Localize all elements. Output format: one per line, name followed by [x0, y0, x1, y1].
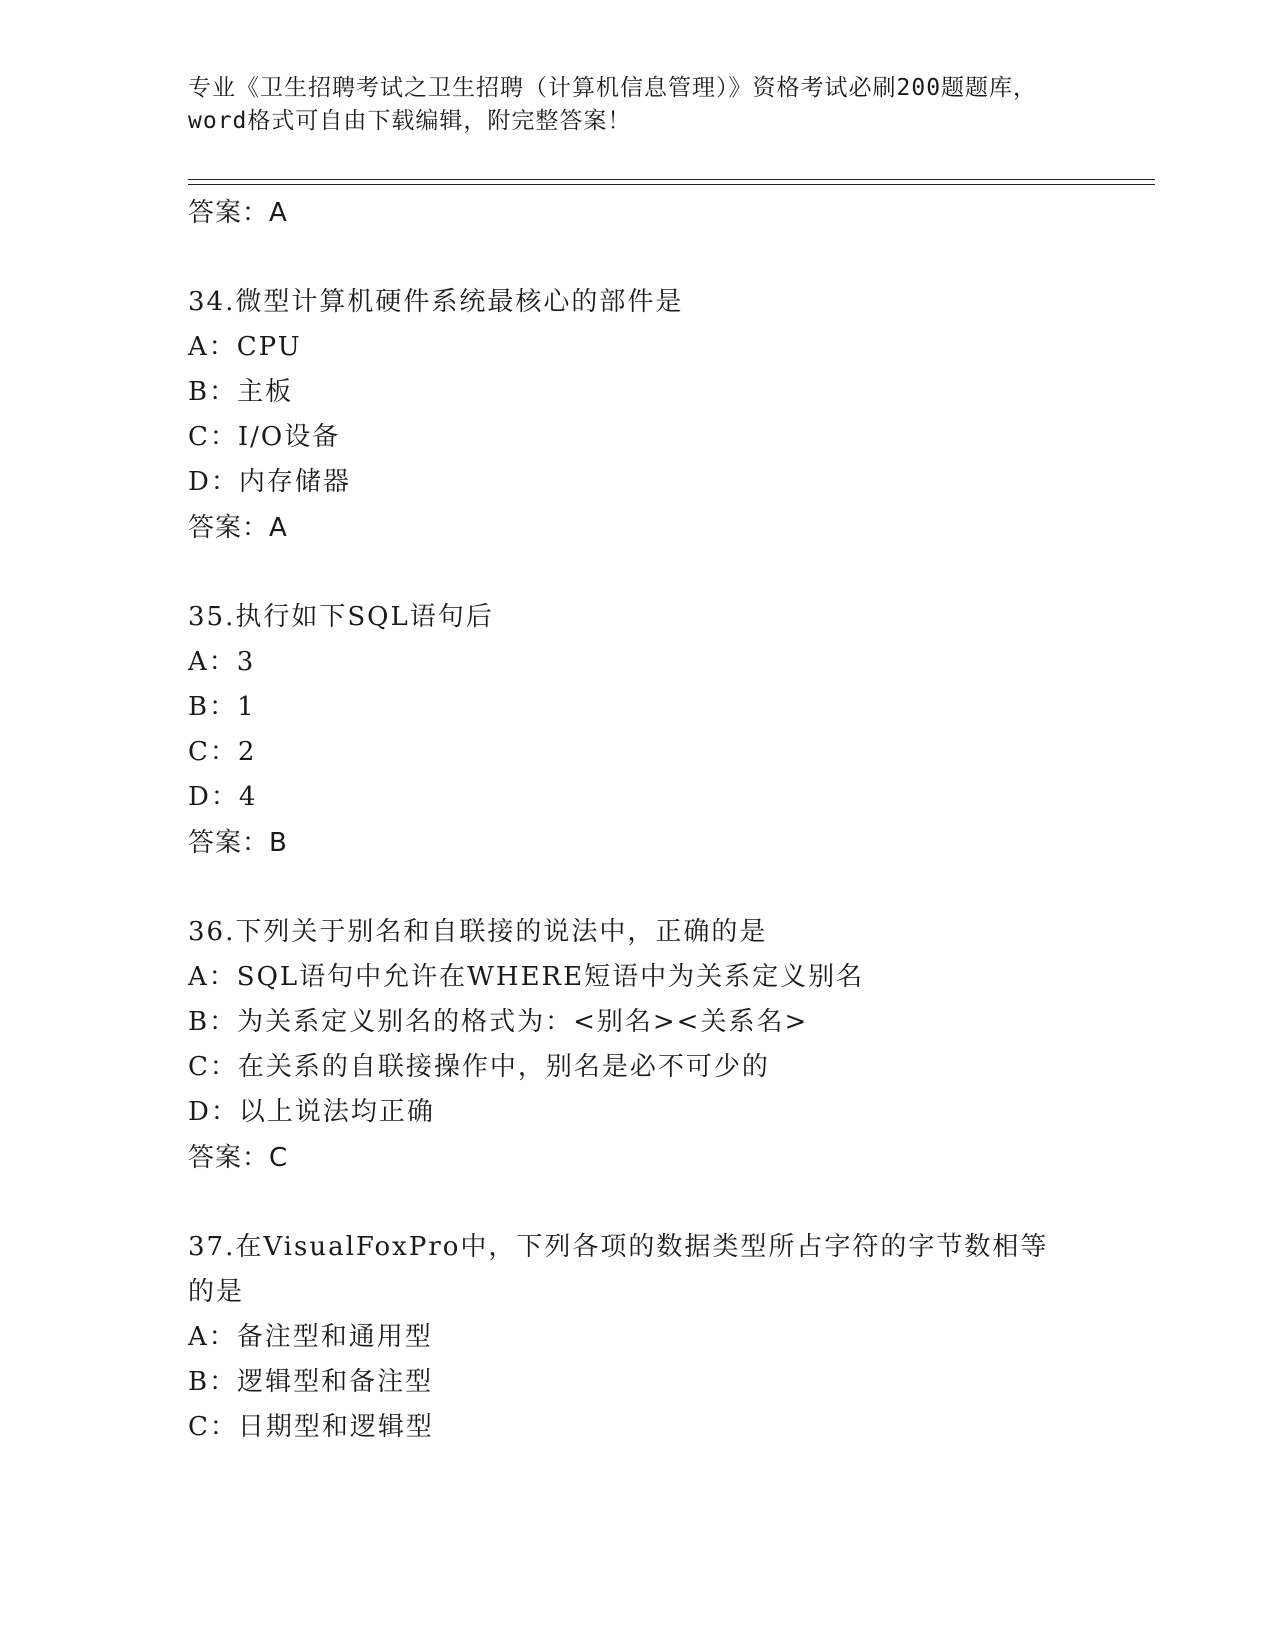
spacer: [188, 1181, 1088, 1225]
option-b: B：1: [188, 692, 256, 722]
option-b: B：为关系定义别名的格式为：<别名><关系名>: [188, 1007, 809, 1037]
question-block: [188, 910, 1088, 1181]
spacer: [188, 236, 1088, 280]
header-divider-bottom: [188, 184, 1155, 185]
answer-line: 答案：A: [188, 198, 288, 228]
option-b: B：主板: [188, 377, 294, 407]
question-title-line-1: 37.在VisualFoxPro中，下列各项的数据类型所占字符的字节数相等: [188, 1232, 1049, 1262]
question-block: [188, 280, 1088, 551]
header-line-1: 专业《卫生招聘考试之卫生招聘（计算机信息管理）》资格考试必刷200题题库，: [188, 75, 1038, 101]
option-b: B：逻辑型和备注型: [188, 1367, 434, 1397]
question-title: 35.执行如下SQL语句后: [188, 602, 494, 632]
answer-line: 答案：C: [188, 1143, 289, 1173]
option-d: D：内存储器: [188, 467, 351, 497]
question-title-line-2: 的是: [188, 1277, 245, 1307]
question-block: [188, 1225, 1088, 1450]
option-a: A：CPU: [188, 332, 302, 362]
question-title: 36.下列关于别名和自联接的说法中，正确的是: [188, 917, 768, 947]
option-c: C：在关系的自联接操作中，别名是必不可少的: [188, 1052, 770, 1082]
option-d: D：以上说法均正确: [188, 1097, 435, 1127]
option-d: D：4: [188, 782, 258, 812]
document-header: [188, 72, 1088, 138]
option-c: C：2: [188, 737, 257, 767]
question-title: 34.微型计算机硬件系统最核心的部件是: [188, 287, 684, 317]
question-block: [188, 595, 1088, 866]
option-c: C：日期型和逻辑型: [188, 1412, 434, 1442]
answer-line: 答案：A: [188, 513, 288, 543]
document-body: [188, 190, 1088, 1450]
spacer: [188, 551, 1088, 595]
header-divider-top: [188, 179, 1155, 180]
spacer: [188, 866, 1088, 910]
option-a: A：3: [188, 647, 256, 677]
option-a: A：SQL语句中允许在WHERE短语中为关系定义别名: [188, 962, 865, 992]
answer-line: 答案：B: [188, 828, 288, 858]
header-line-2: word格式可自由下载编辑，附完整答案！: [188, 108, 632, 134]
option-a: A：备注型和通用型: [188, 1322, 433, 1352]
option-c: C：I/O设备: [188, 422, 341, 452]
